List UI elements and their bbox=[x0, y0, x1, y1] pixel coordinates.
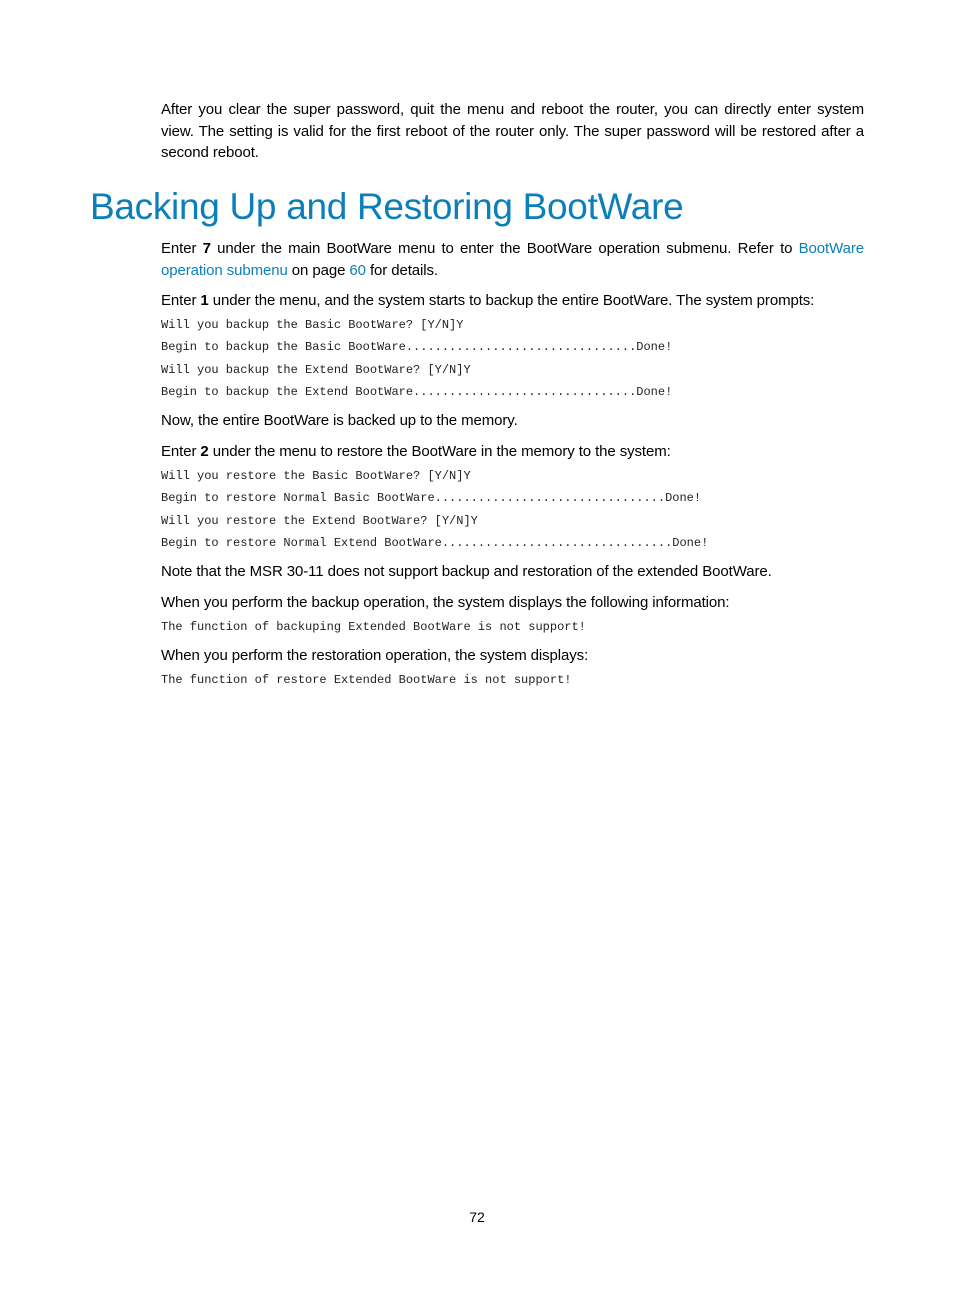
restore-code-line-1: Will you restore the Basic BootWare? [Y/N]Y bbox=[161, 469, 471, 483]
enter-1-prefix: Enter bbox=[161, 292, 201, 309]
enter-2-prefix: Enter bbox=[161, 443, 201, 460]
enter-7-suffix: for details. bbox=[365, 261, 438, 279]
page-60-link[interactable]: 60 bbox=[349, 261, 366, 279]
backup-info-paragraph: When you perform the backup operation, the system displays the following information: bbox=[161, 594, 730, 611]
backup-code-line-2: Begin to backup the Basic BootWare................................Done! bbox=[161, 340, 673, 354]
enter-7-paragraph bbox=[161, 238, 864, 281]
menu-key-1: 1 bbox=[200, 292, 209, 309]
restore-code-line-4: Begin to restore Normal Extend BootWare................................Done! bbox=[161, 536, 709, 550]
restore-code-line-2: Begin to restore Normal Basic BootWare................................Done! bbox=[161, 491, 702, 505]
backup-code-line-4: Begin to backup the Extend BootWare...............................Done! bbox=[161, 385, 673, 399]
backup-code-line-3: Will you backup the Extend BootWare? [Y/N]Y bbox=[161, 363, 471, 377]
enter-7-middle: under the main BootWare menu to enter the BootWare operation submenu. Refer to bbox=[210, 240, 799, 257]
intro-paragraph: After you clear the super password, quit the menu and reboot the router, you can directly enter system view. The setting is valid for the first reboot of the router only. The super password will be restored after a second reboot. bbox=[161, 101, 864, 161]
enter-1-paragraph bbox=[161, 290, 864, 312]
restore-code-line-3: Will you restore the Extend BootWare? [Y/N]Y bbox=[161, 514, 478, 528]
backup-message-code: The function of backuping Extended BootWare is not support! bbox=[161, 620, 586, 634]
enter-7-on-page: on page bbox=[287, 261, 350, 279]
backed-up-paragraph: Now, the entire BootWare is backed up to the memory. bbox=[161, 412, 518, 429]
restore-message-code: The function of restore Extended BootWare is not support! bbox=[161, 673, 572, 687]
note-paragraph: Note that the MSR 30-11 does not support backup and restoration of the extended BootWare. bbox=[161, 563, 772, 580]
restore-info-paragraph: When you perform the restoration operation, the system displays: bbox=[161, 647, 589, 664]
enter-2-paragraph bbox=[161, 441, 864, 463]
enter-7-prefix: Enter bbox=[161, 240, 203, 257]
section-heading: Backing Up and Restoring BootWare bbox=[90, 186, 684, 227]
enter-2-suffix: under the menu to restore the BootWare in the memory to the system: bbox=[208, 443, 671, 460]
menu-key-2: 2 bbox=[200, 443, 209, 460]
menu-key-7: 7 bbox=[202, 240, 211, 257]
page-number: 72 bbox=[469, 1209, 485, 1225]
enter-1-suffix: under the menu, and the system starts to backup the entire BootWare. The system prompts: bbox=[208, 292, 815, 309]
bootware-submenu-link[interactable]: BootWare operation submenu bbox=[161, 240, 864, 279]
backup-code-line-1: Will you backup the Basic BootWare? [Y/N]Y bbox=[161, 318, 464, 332]
